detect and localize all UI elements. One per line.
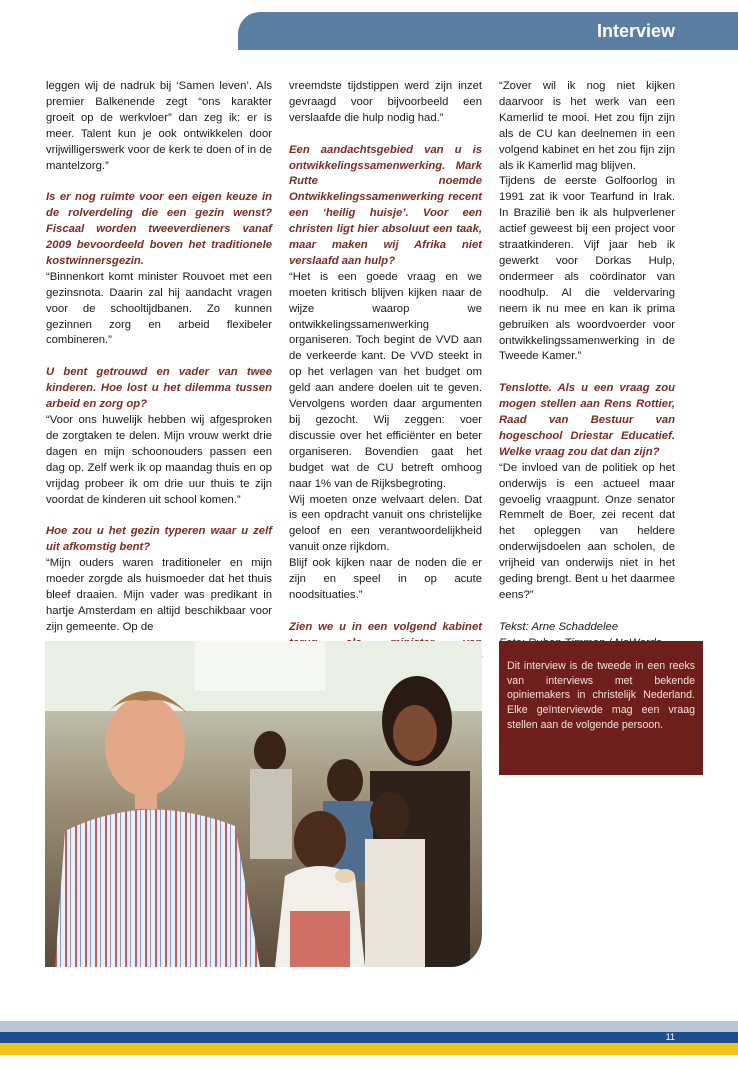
interview-question: Zien we u in een volgend kabinet: [289, 620, 482, 633]
sidebar-text: Dit interview is de tweede in een reeks van interviews met bekende opiniemakers in christelijk Nederland. Elke geïnterviewde mag een vraag stellen aan de volgende persoon.: [507, 660, 695, 731]
interview-answer: “Voor ons huwelijk hebben wij afgesproken de zorgtaken te delen. Mijn vrouw werkt drie dagen en mijn schoonouders passen een dag op. Zelf werk ik op maandag thuis en op vrijdag probeer ik om drie uur thuis te zijn voordat de kinderen uit school komen.”: [46, 414, 272, 506]
section-label: Interview: [596, 21, 675, 41]
sidebar-note: [499, 641, 703, 775]
credit-text: Tekst: Arne Schaddelee: [499, 620, 619, 633]
interview-answer: “De invloed van de politiek op het onderwijs is een actueel maar gevoelig vraagpunt. Onze senator Remmelt de Boer, zei recent dat het opleggen van heldere onderwijsdoelen aan scholen, de vrijheid van onderwijs niet in het geding brengt. Bent u het daarmee eens?”: [499, 461, 675, 601]
footer-stripe-yellow: [0, 1043, 738, 1055]
text-column-1: [46, 79, 272, 636]
page-number: 11: [665, 1032, 675, 1042]
interview-answer: “Binnenkort komt minister Rouvoet met een gezinsnota. Daarin zal hij aandacht vragen voor de schooltijdbanen. Zo kunnen gezinnen zorg en arbeid flexibeler combineren.”: [46, 270, 272, 347]
interview-answer: “Het is een goede vraag en we moeten kritisch blijven kijken naar de wijze waarop we ontwikkelingssamenwerking organiseren. Toch begint de VVD aan de verkeerde kant. De VVD steekt in op het verlagen van het budget om geld aan andere doelen uit te geven. Vervolgens worden daar argumenten bij gezocht. Wij zeggen: voer discussie over het efficiënter en beter organiseren. Bovendien gaat het budget wat de CU betreft omhoog naar 1% van de Rijksbegroting.: [289, 270, 482, 490]
paragraph: vreemdste tijdstippen werd zijn inzet gevraagd voor bijvoorbeeld een verslaafde die hulp nodig had.”: [289, 80, 482, 124]
interview-answer: Tijdens de eerste Golfoorlog in 1991 zat ik voor Tearfund in Irak. In Brazilië ben ik als hulpverlener actief geweest bij een project voor straatkinderen. Vijf jaar heb ik gewerkt voor Dorkas Hulp, ondermeer als coördinator van noodhulp. Al die veldervaring neem ik nu mee en kan ik prima gebruiken als woordvoerder voor ontwikkelingssamenwerking in de Tweede Kamer.”: [499, 175, 675, 363]
paragraph: leggen wij de nadruk bij ‘Samen leven’. Als premier Balkenende zegt “ons karakter groeit op de werkvloer” dan zeg ik: er is meer. Talent kun je ook ontwikkelen door vrijwilligerswerk voor de kerk te doen of in de mantelzorg.”: [46, 80, 272, 172]
interview-photo: [45, 641, 482, 967]
text-column-3: [499, 79, 675, 652]
interview-answer: “Zover wil ik nog niet kijken daarvoor is het werk van een Kamerlid te mooi. Het zou fijn zijn als de CU kan deelnemen in een volgend kabinet en het zou fijn zijn als ik Kamerlid mag blijven.: [499, 80, 675, 172]
section-header-tab: [238, 12, 738, 50]
interview-answer: Wij moeten onze welvaart delen. Dat is een opdracht vanuit ons christelijke geloof en een verantwoordelijkheid vanuit onze rijkdom.: [289, 493, 482, 554]
photo-illustration: [45, 641, 482, 967]
text-column-2: [289, 79, 482, 683]
interview-answer: Blijf ook kijken naar de noden die er zijn en speel in op acute noodsituaties.”: [289, 557, 482, 601]
interview-question: U bent getrouwd en vader van twee kinderen. Hoe lost u het dilemma tussen arbeid en zorg op?: [46, 366, 272, 411]
interview-question: Is er nog ruimte voor een eigen keuze in de rolverdeling die een gezin wenst? Fiscaal worden tweeverdieners vanaf 2009 bevoordeeld boven het traditionele kostwinnersgezin.: [46, 191, 272, 267]
footer-stripe-light: [0, 1021, 738, 1032]
footer-stripe-blue: [0, 1032, 738, 1043]
interview-answer: “Mijn ouders waren traditioneler en mijn moeder zorgde als huismoeder dat het thuis bleef draaien. Mijn vader was predikant in hartje Amsterdam en altijd beschikbaar voor zijn gemeente. Op de: [46, 557, 272, 633]
interview-question: Een aandachtsgebied van u is ontwikkelingssamenwerking. Mark Rutte noemde Ontwikkelingssamenwerking recent een ‘heilig huisje’. Voor een christen ligt hier absoluut een taak, maar maken wij Afrika niet verslaafd aan hulp?: [289, 143, 482, 267]
interview-question: Hoe zou u het gezin typeren waar u zelf uit afkomstig bent?: [46, 525, 272, 554]
interview-question: Tenslotte. Als u een vraag zou mogen stellen aan Rens Rottier, Raad van Bestuur van hogeschool Driestar Educatief. Welke vraag zou dat dan zijn?: [499, 382, 675, 458]
